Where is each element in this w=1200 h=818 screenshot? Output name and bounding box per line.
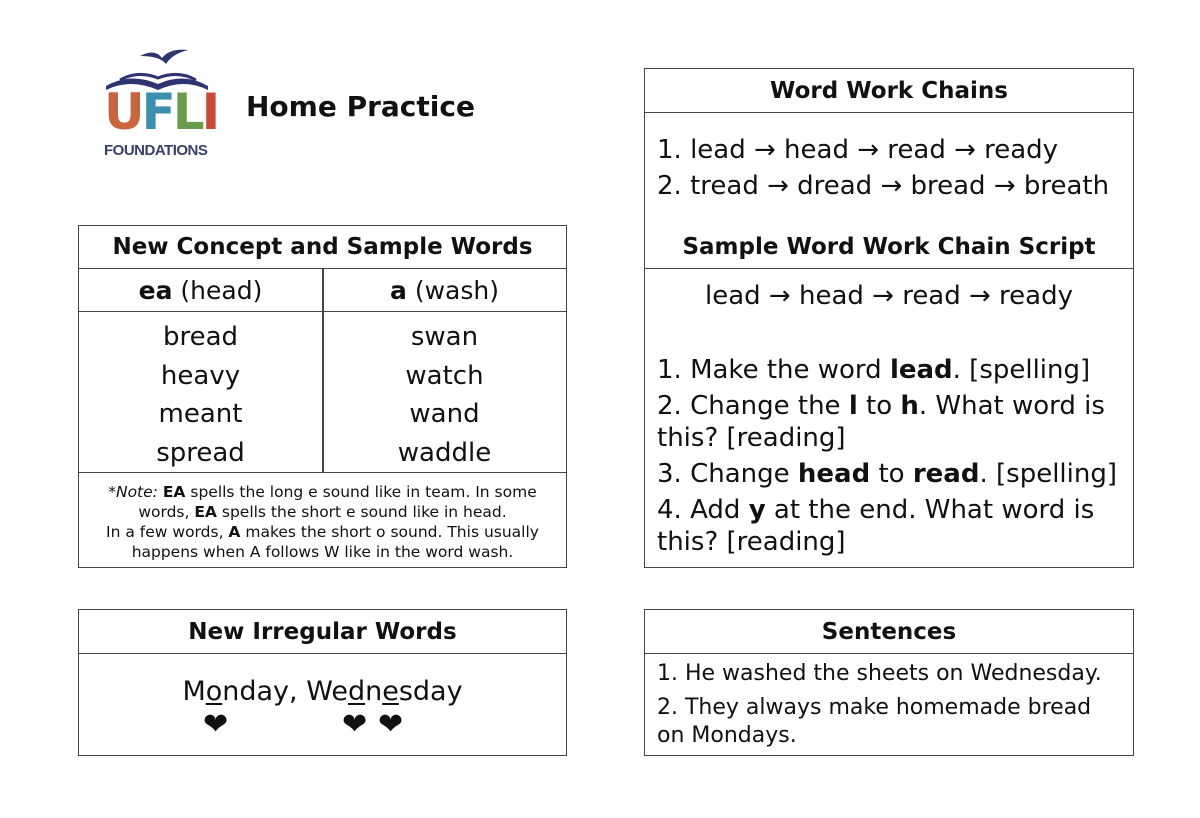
- word-part: M: [182, 676, 206, 707]
- sample-word: watch: [405, 360, 484, 391]
- note-key: EA: [194, 503, 217, 521]
- chains-header: Word Work Chains: [645, 69, 1133, 113]
- step-key: l: [848, 391, 858, 421]
- note-text: In a few words,: [106, 523, 229, 541]
- irregular-header: New Irregular Words: [79, 610, 566, 654]
- script-step: [657, 458, 1123, 490]
- script-chain: lead → head → read → ready: [705, 281, 1073, 311]
- step-text: to: [870, 459, 913, 489]
- column-example: (wash): [414, 276, 499, 305]
- word-part: n: [365, 676, 383, 707]
- step-text: . What word is this? [reading]: [657, 391, 1105, 453]
- logo-letter-i: I: [201, 83, 218, 141]
- word-list-a: [323, 312, 566, 472]
- script-step: [657, 390, 1123, 454]
- step-key: head: [797, 459, 871, 489]
- sample-word: meant: [158, 399, 243, 429]
- logo-subtitle: FOUNDATIONS: [104, 142, 208, 159]
- irregular-part: o: [205, 676, 223, 707]
- script-step: [657, 494, 1123, 558]
- sentences-box: [644, 609, 1134, 756]
- page-title: Home Practice: [246, 90, 475, 123]
- step-text: at the end. What word is this? [reading]: [657, 495, 1095, 557]
- irregular-words: [79, 676, 566, 707]
- step-key: read: [912, 459, 980, 489]
- note-text: spells the long e sound like in team. In some words,: [138, 483, 537, 521]
- step-key: h: [900, 391, 919, 421]
- sample-word: swan: [410, 322, 479, 352]
- sample-word: wand: [409, 399, 480, 429]
- sentences-header: Sentences: [645, 610, 1133, 654]
- script-header: Sample Word Work Chain Script: [645, 226, 1133, 269]
- sample-word: heavy: [160, 360, 241, 391]
- chain-line: 1. lead → head → read → ready: [657, 135, 1059, 165]
- column-key: a: [390, 276, 407, 305]
- concept-header: New Concept and Sample Words: [79, 226, 566, 269]
- note-text: spells the short e sound like in head.: [216, 503, 507, 521]
- script-step: [657, 354, 1123, 386]
- heart-icon: ❤: [342, 707, 368, 742]
- word-part: sday: [398, 676, 463, 707]
- heart-icon: ❤: [203, 707, 229, 742]
- ufli-logo: [100, 46, 220, 166]
- logo-wordmark: [104, 84, 217, 140]
- logo-letter-f: F: [141, 83, 173, 141]
- logo-letter-u: U: [104, 83, 142, 141]
- logo-letter-l: L: [172, 83, 202, 141]
- step-key: y: [748, 495, 766, 525]
- irregular-part: d: [347, 676, 366, 707]
- sentence: 2. They always make homemade bread on Mondays.: [657, 695, 1092, 748]
- step-text: . [spelling]: [979, 459, 1117, 489]
- note-label: *Note:: [108, 483, 158, 501]
- sample-word: bread: [162, 322, 239, 352]
- heart-icon: ❤: [378, 707, 404, 742]
- word-chains-box: [644, 68, 1134, 228]
- sentence: 1. He washed the sheets on Wednesday.: [657, 661, 1102, 686]
- column-example: (head): [180, 276, 263, 305]
- column-header-ea: [79, 269, 322, 312]
- irregular-part: e: [382, 676, 399, 707]
- step-text: 3. Change: [657, 459, 798, 489]
- step-text: . [spelling]: [952, 355, 1091, 385]
- step-text: 2. Change the: [657, 391, 849, 421]
- sample-word: spread: [156, 437, 245, 468]
- concept-note: [79, 472, 566, 562]
- sample-word: waddle: [397, 437, 492, 468]
- concept-box: [78, 225, 567, 568]
- step-text: 1. Make the word: [657, 355, 890, 385]
- word-list-ea: [79, 312, 322, 472]
- chain-line: 2. tread → dread → bread → breath: [657, 171, 1110, 201]
- step-key: lead: [889, 355, 953, 385]
- column-key: ea: [138, 276, 173, 305]
- step-text: 4. Add: [657, 495, 749, 525]
- note-key: A: [228, 523, 241, 541]
- note-key: EA: [162, 483, 186, 501]
- sentence-list: [657, 660, 1123, 756]
- chain-script-box: [644, 226, 1134, 568]
- script-steps: [657, 354, 1123, 562]
- column-header-a: [323, 269, 566, 312]
- step-text: to: [857, 391, 901, 421]
- irregular-words-box: [78, 609, 567, 756]
- note-text: makes the short o sound. This usually happens when A follows W like in the word wash.: [131, 523, 539, 561]
- word-part: nday, We: [222, 676, 348, 707]
